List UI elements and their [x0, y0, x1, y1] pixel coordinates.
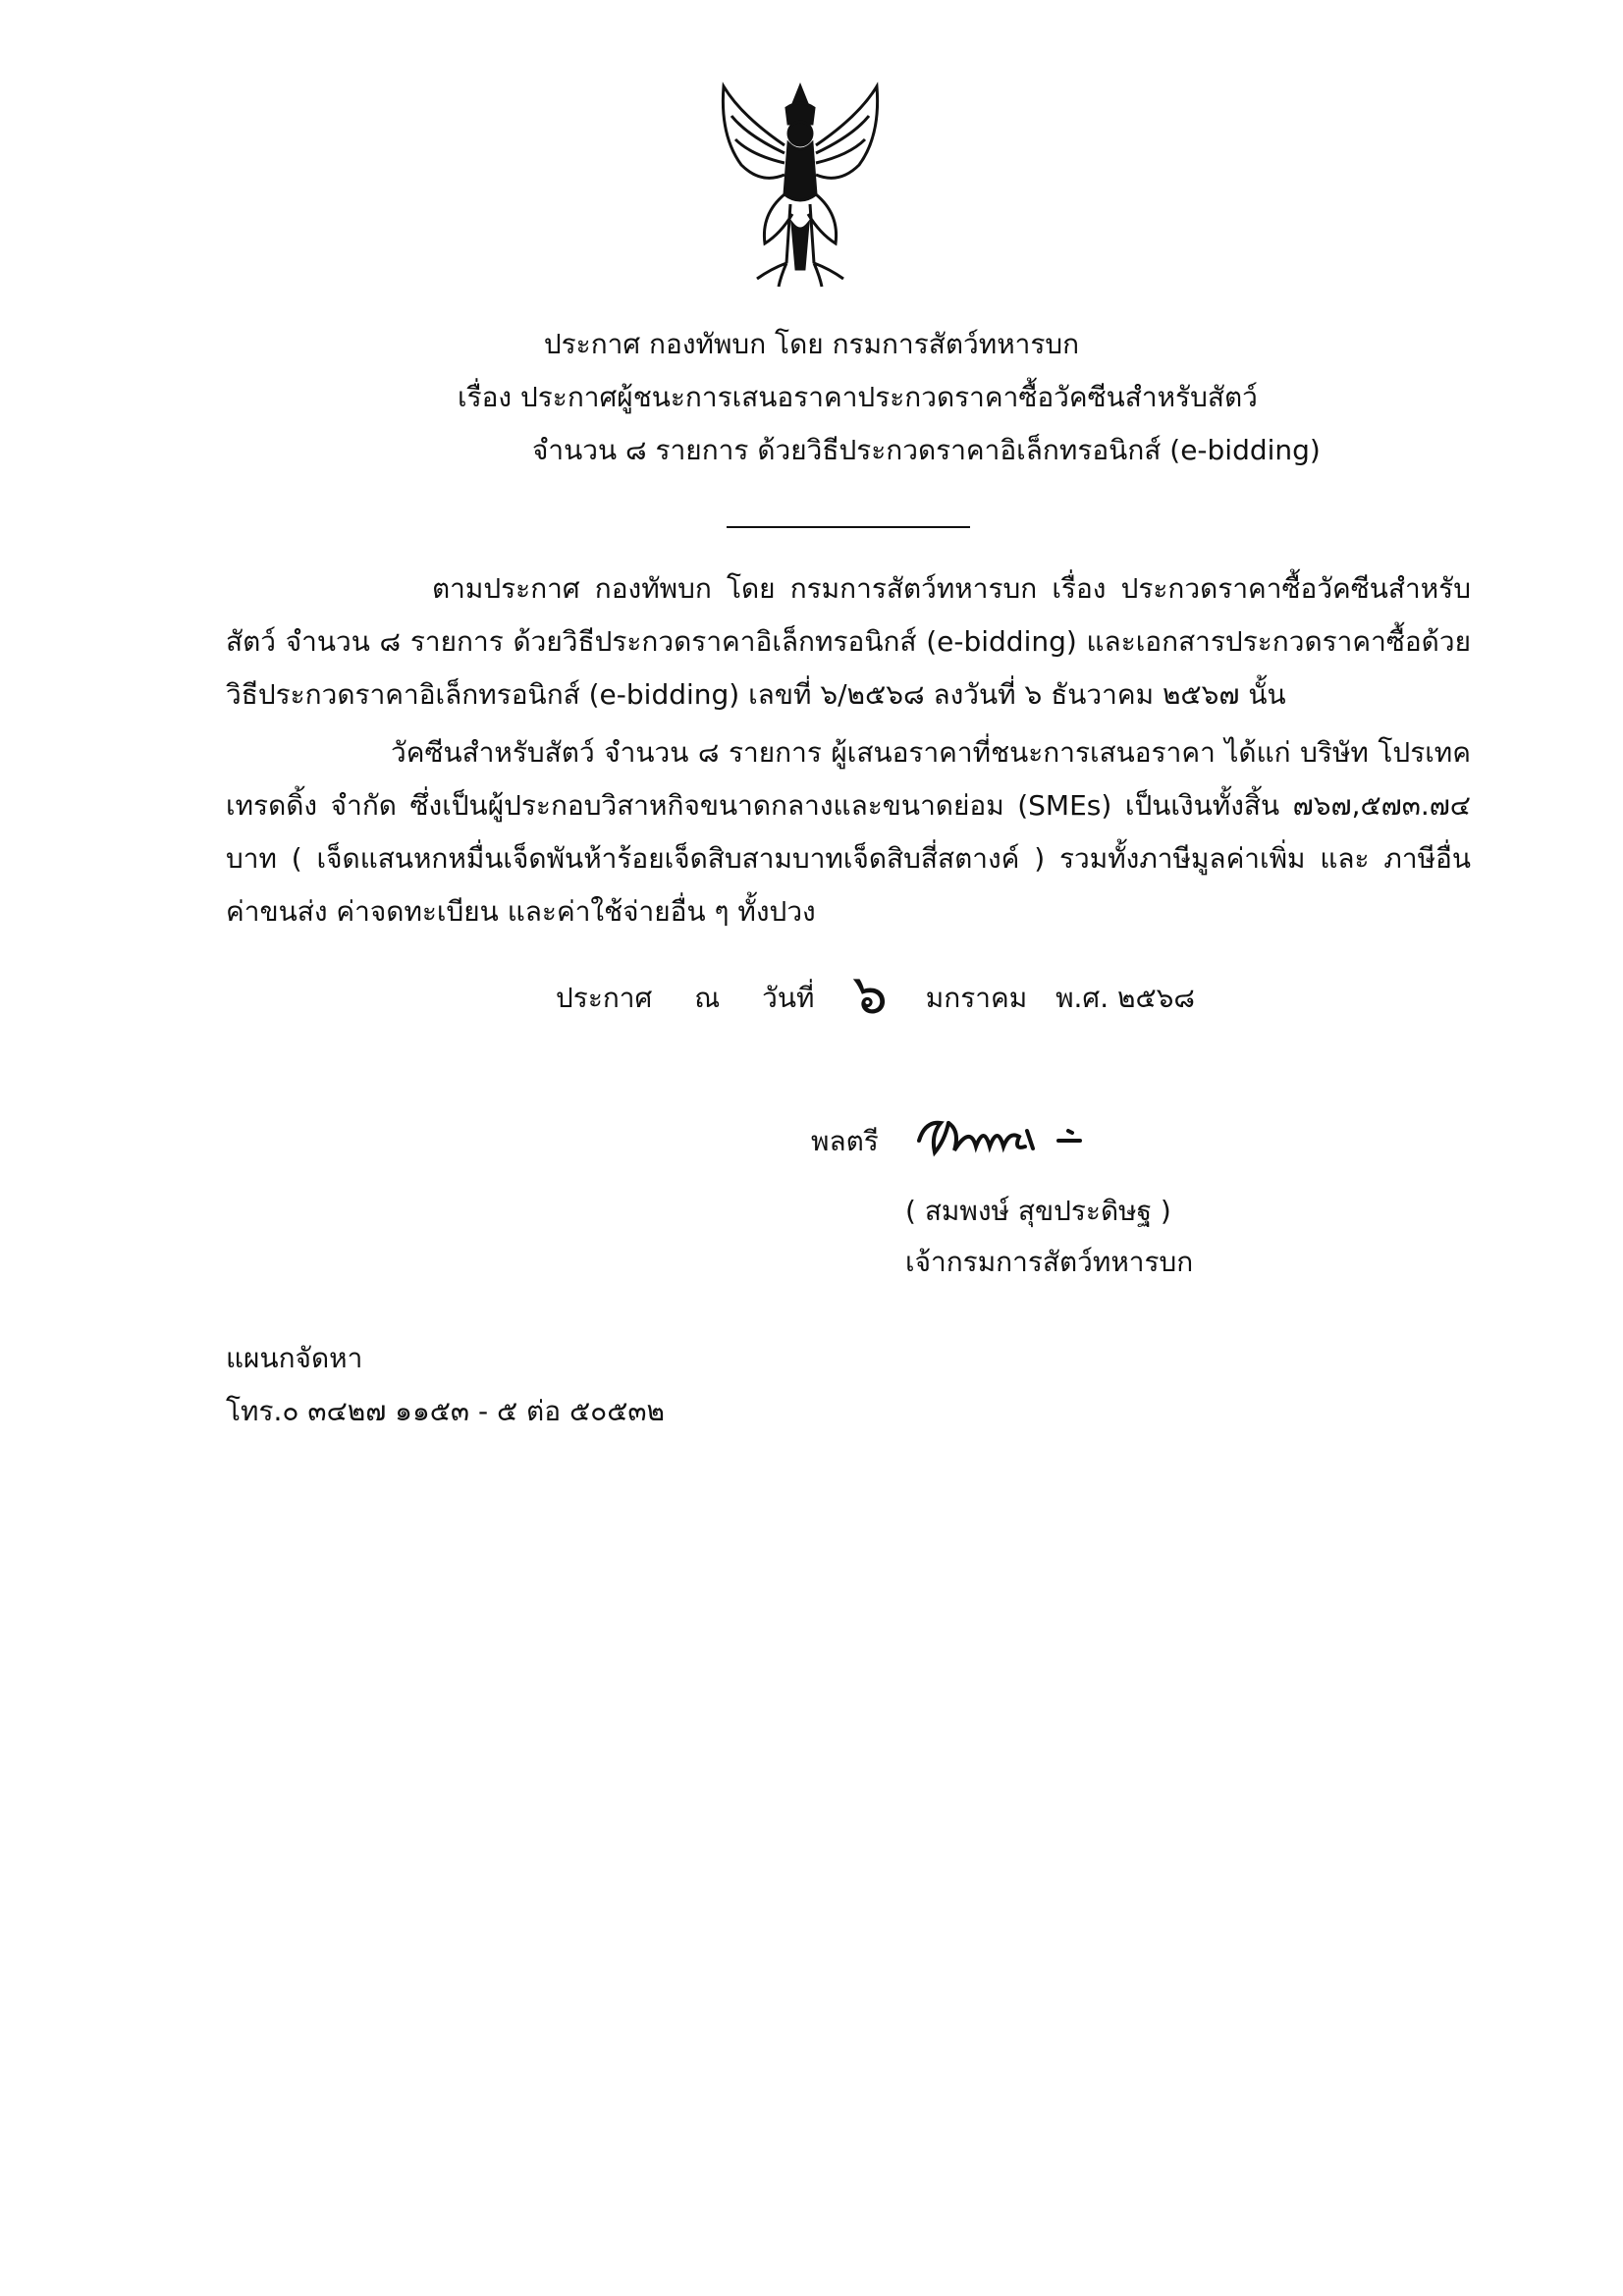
- signer-rank: พลตรี: [811, 1125, 879, 1157]
- signer-name: ( สมพงษ์ สุขประดิษฐ ): [905, 1195, 1171, 1227]
- date-month: มกราคม: [925, 982, 1028, 1014]
- phone-number: โทร.๐ ๓๔๒๗ ๑๑๕๓ - ๕ ต่อ ๕๐๕๓๒: [226, 1395, 666, 1427]
- signer-position: เจ้ากรมการสัตว์ทหารบก: [905, 1246, 1194, 1278]
- body-paragraph-2: วัคซีนสำหรับสัตว์ จำนวน ๘ รายการ ผู้เสนอราคาที่ชนะการเสนอราคา ได้แก่ บริษัท โปรเทค เทรดดิ้ง จำกัด ซึ่งเป็นผู้ประกอบวิสาหกิจขนาดกลางและขนาดย่อม (SMEs) เป็นเงินทั้งสิ้น ๗๖๗,๕๗๓.๗๔ บาท ( เจ็ดแสนหกหมื่นเจ็ดพันห้าร้อยเจ็ดสิบสามบาทเจ็ดสิบสี่สตางค์ ) รวมทั้งภาษีมูลค่าเพิ่ม และ ภาษีอื่น ค่าขนส่ง ค่าจดทะเบียน และค่าใช้จ่ายอื่น ๆ ทั้งปวง: [226, 736, 1471, 928]
- date-day: ๖: [852, 963, 888, 1027]
- announcement-title: ประกาศ กองทัพบก โดย กรมการสัตว์ทหารบก: [543, 328, 1080, 360]
- announcement-subject: เรื่อง ประกาศผู้ชนะการเสนอราคาประกวดราคาซื้อวัคซีนสำหรับสัตว์: [458, 381, 1258, 413]
- body-paragraph-1: ตามประกาศ กองทัพบก โดย กรมการสัตว์ทหารบก เรื่อง ประกวดราคาซื้อวัคซีนสำหรับสัตว์ จำนวน ๘ รายการ ด้วยวิธีประกวดราคาอิเล็กทรอนิกส์ (e-bidding) และเอกสารประกวดราคาซื้อด้วยวิธีประกวดราคาอิเล็กทรอนิกส์ (e-bidding) เลขที่ ๖/๒๕๖๘ ลงวันที่ ๖ ธันวาคม ๒๕๖๗ นั้น: [226, 572, 1471, 711]
- divider: [727, 526, 970, 528]
- garuda-emblem-icon: [702, 77, 898, 302]
- date-day-label: วันที่: [762, 982, 815, 1014]
- handwritten-signature: [911, 1101, 1147, 1180]
- date-prefix: ประกาศ: [556, 982, 653, 1014]
- announcement-date: [556, 963, 1439, 1027]
- date-at: ณ: [694, 982, 721, 1014]
- department: แผนกจัดหา: [226, 1342, 363, 1374]
- announcement-subject-continued: จำนวน ๘ รายการ ด้วยวิธีประกวดราคาอิเล็กทรอนิกส์ (e-bidding): [532, 434, 1321, 466]
- date-year: พ.ศ. ๒๕๖๘: [1055, 982, 1196, 1014]
